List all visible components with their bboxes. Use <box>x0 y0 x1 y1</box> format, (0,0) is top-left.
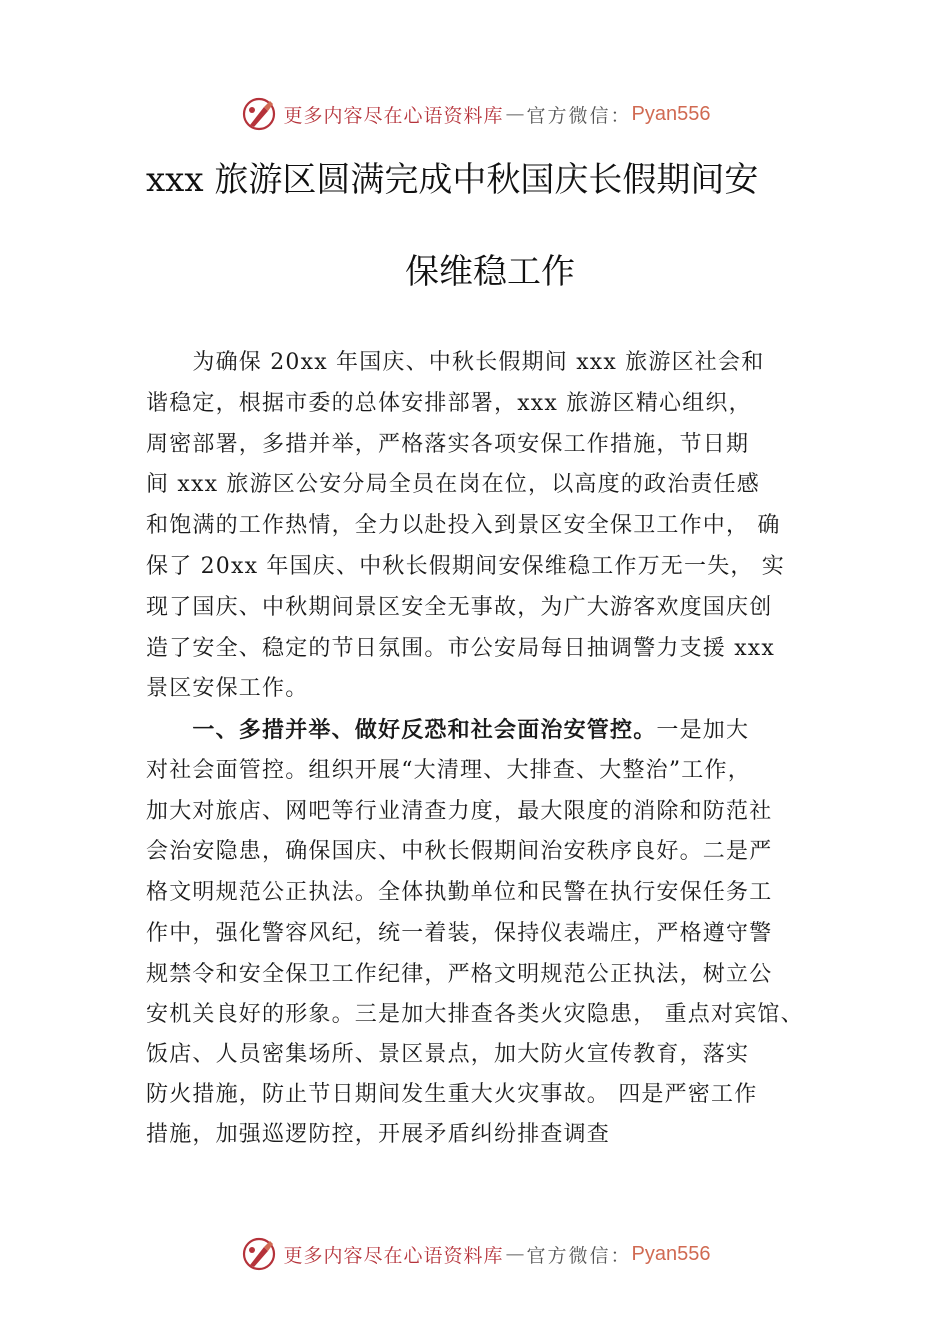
paragraph-line: 安机关良好的形象。三是加大排查各类火灾隐患， 重点对宾馆、 <box>146 1002 804 1027</box>
paragraph-line: 会治安隐患，确保国庆、中秋长假期间治安秩序良好。二是严 <box>146 839 773 864</box>
paragraph-line: 谐稳定，根据市委的总体安排部署，xxx 旅游区精心组织， <box>146 391 752 416</box>
banner-wechat-id: Pyan556 <box>631 1242 711 1265</box>
section-heading-tail: 一是加大 <box>656 718 750 743</box>
paragraph-line: 周密部署，多措并举，严格落实各项安保工作措施，节日期 <box>146 432 750 457</box>
paragraph-line: 间 xxx 旅游区公安分局全员在岗在位，以高度的政治责任感 <box>146 472 761 497</box>
paragraph-line: 作中，强化警容风纪，统一着装，保持仪表端庄，严格遵守警 <box>146 921 773 946</box>
banner-wechat-id: Pyan556 <box>631 102 711 125</box>
paragraph-line: 饭店、人员密集场所、景区景点，加大防火宣传教育，落实 <box>146 1042 750 1067</box>
pen-nib-logo-icon <box>240 95 278 133</box>
banner-separator: — <box>505 103 525 125</box>
paragraph-line: 加大对旅店、网吧等行业清查力度，最大限度的消除和防范社 <box>146 799 773 824</box>
section-heading-line <box>146 715 749 745</box>
banner-wechat-label: 官方微信： <box>526 104 632 127</box>
banner-separator: — <box>505 1243 525 1265</box>
paragraph-line: 规禁令和安全保卫工作纪律，严格文明规范公正执法，树立公 <box>146 962 773 987</box>
banner-wechat-label: 官方微信： <box>526 1244 632 1267</box>
paragraph-line: 现了国庆、中秋期间景区安全无事故，为广大游客欢度国庆创 <box>146 595 773 620</box>
paragraph-line: 保了 20xx 年国庆、中秋长假期间安保维稳工作万无一失， 实 <box>146 554 785 579</box>
paragraph-line: 景区安保工作。 <box>146 676 309 701</box>
footer-banner <box>0 1234 950 1274</box>
paragraph-line: 造了安全、稳定的节日氛围。市公安局每日抽调警力支援 xxx <box>146 636 776 661</box>
paragraph-line: 格文明规范公正执法。全体执勤单位和民警在执行安保任务工 <box>146 880 773 905</box>
paragraph-line: 对社会面管控。组织开展“大清理、大排查、大整治”工作， <box>146 758 751 783</box>
paragraph-line: 措施，加强巡逻防控，开展矛盾纠纷排查调查 <box>146 1122 611 1147</box>
paragraph-line: 为确保 20xx 年国庆、中秋长假期间 xxx 旅游区社会和 <box>146 350 765 375</box>
section-heading: 一、多措并举、做好反恐和社会面治安管控。 <box>146 717 657 743</box>
document-title-line-2: 保维稳工作 <box>405 252 575 292</box>
pen-nib-logo-icon <box>240 1235 278 1273</box>
banner-text: 更多内容尽在心语资料库 <box>283 104 504 127</box>
document-title-line-1: xxx 旅游区圆满完成中秋国庆长假期间安 <box>146 160 759 200</box>
header-banner <box>0 94 950 134</box>
paragraph-line: 和饱满的工作热情，全力以赴投入到景区安全保卫工作中， 确 <box>146 513 781 538</box>
paragraph-line: 防火措施，防止节日期间发生重大火灾事故。 四是严密工作 <box>146 1082 758 1107</box>
banner-text: 更多内容尽在心语资料库 <box>283 1244 504 1267</box>
